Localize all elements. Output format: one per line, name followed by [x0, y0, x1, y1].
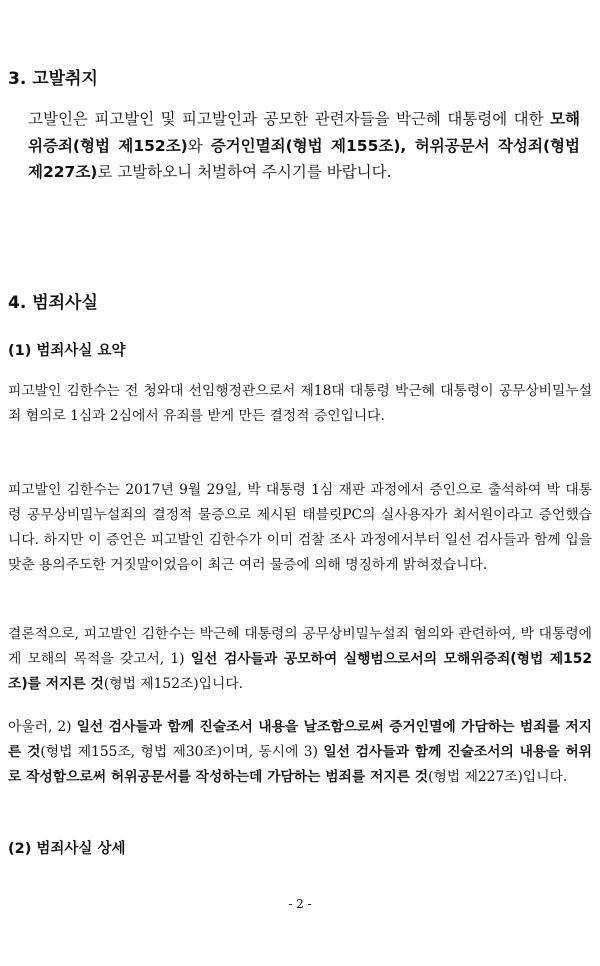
- text-run: (형법 제152조)입니다.: [103, 676, 244, 692]
- section-4-heading: 4. 범죄사실: [8, 293, 98, 313]
- text-run: 아울러, 2): [8, 719, 77, 735]
- summary-paragraph-3: [8, 622, 592, 697]
- emphasis-charge-perjury: 모해위증죄(형법 제152조): [28, 110, 580, 155]
- page-number: - 2 -: [288, 897, 312, 911]
- detail-subheading: (2) 범죄사실 상세: [8, 841, 126, 857]
- text-run: 고발인은 피고발인 및 피고발인과 공모한 관련자들을 박근혜 대통령에 대한: [28, 110, 551, 128]
- summary-subheading: (1) 범죄사실 요약: [8, 343, 126, 359]
- section-3-paragraph: [28, 106, 580, 186]
- emphasis-text: 일선 검사들과 함께 진술조서 내용을 날조함으로써 증거인멸에 가담하는 범죄를 저지른 것: [8, 719, 592, 760]
- summary-paragraph-2: 피고발인 김한수는 2017년 9월 29일, 박 대통령 1심 재판 과정에서 증인으로 출석하여 박 대통령 공무상비밀누설죄의 결정적 물증으로 제시된 태블릿PC의 실사용자가 최서원이라고 증언했습니다. 하지만 이 증언은 피고발인 김한수가 이미 검찰 조사 과정에서부터 일선 검사들과 함께 입을 맞춘 용의주도한 거짓말이었음이 최근 여러 물증에 의해 명징하게 밝혀졌습니다.: [8, 482, 592, 573]
- emphasis-text: 일선 검사들과 함께 진술조서의 내용을 허위로 작성함으로써 허위공문서를 작성하는데 가담하는 범죄를 저지른 것: [8, 744, 592, 785]
- emphasis-text: 일선 검사들과 공모하여 실행범으로서의 모해위증죄(형법 제152조)를 저지른 것: [8, 651, 592, 692]
- text-run: (형법 제155조, 형법 제30조)이며, 동시에 3): [40, 744, 324, 760]
- text-run: 로 고발하오니 처벌하여 주시기를 바랍니다.: [97, 163, 392, 181]
- summary-paragraph-1: 피고발인 김한수는 전 청와대 선임행정관으로서 제18대 대통령 박근혜 대통령이 공무상비밀누설죄 혐의로 1심과 2심에서 유죄를 받게 만든 결정적 증인입니다.: [8, 383, 592, 424]
- text-run: 결론적으로, 피고발인 김한수는 박근혜 대통령의 공무상비밀누설죄 혐의와 관련하여, 박 대통령에게 모해의 목적을 갖고서, 1): [8, 626, 592, 667]
- text-run: 와: [187, 136, 211, 155]
- text-run: (형법 제227조)입니다.: [428, 769, 568, 785]
- emphasis-charge-evidence: 증거인멸죄(형법 제155조), 허위공문서 작성죄(형법 제227조): [28, 136, 580, 181]
- section-3-heading: 3. 고발취지: [8, 69, 98, 89]
- summary-paragraph-4: [8, 715, 592, 790]
